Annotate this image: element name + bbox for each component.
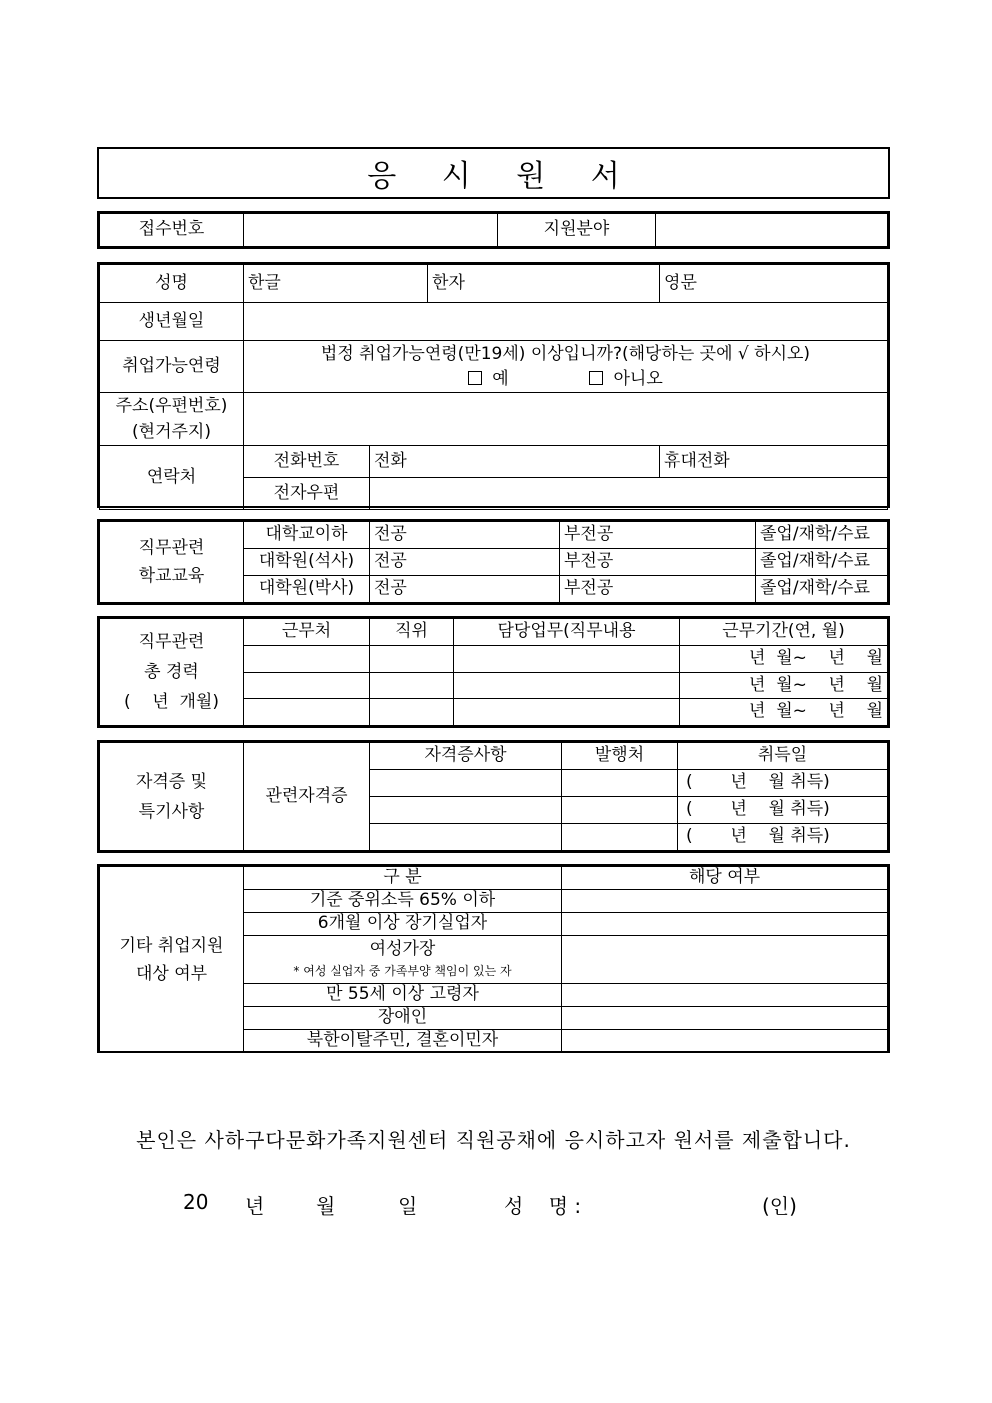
english-label: 영문	[664, 272, 697, 293]
mobile-label: 휴대전화	[664, 450, 730, 471]
age-question-cell	[244, 341, 888, 393]
other-item: 6개월 이상 장기실업자	[244, 913, 562, 936]
address-label-cell	[100, 393, 244, 446]
edu-status[interactable]: 졸업/재학/수료	[756, 522, 888, 549]
sig-name-label: 성 명 :	[504, 1194, 582, 1218]
birth-label: 생년월일	[100, 303, 244, 341]
personal-section	[97, 262, 890, 508]
contact-label: 연락처	[100, 446, 244, 510]
career-label-line2: 총 경력	[144, 662, 199, 682]
career-duty-field[interactable]	[454, 672, 680, 699]
mobile-field[interactable]	[660, 446, 888, 478]
other-label-line1: 기타 취업지원	[119, 935, 224, 956]
edu-minor-label: 부전공	[564, 578, 614, 599]
name-hanja-field[interactable]	[428, 265, 660, 303]
edu-status[interactable]: 졸업/재학/수료	[756, 549, 888, 576]
related-certificate-label: 관련자격증	[244, 743, 370, 851]
education-section	[97, 519, 890, 605]
sig-year-prefix: 20	[183, 1190, 209, 1214]
cert-date-field[interactable]: ( 년 월 취득)	[678, 824, 888, 851]
address-label: 주소(우편번호)	[115, 396, 228, 416]
sig-month-label: 월	[316, 1194, 336, 1218]
sig-year-label: 년	[245, 1194, 265, 1218]
edu-major-field[interactable]	[370, 522, 560, 549]
career-workplace-field[interactable]	[244, 699, 370, 726]
career-header-duty: 담당업무(직무내용	[454, 619, 680, 646]
sig-seal-label: (인)	[762, 1194, 797, 1218]
cert-header-issuer: 발행처	[562, 743, 678, 770]
career-position-field[interactable]	[370, 672, 454, 699]
edu-major-field[interactable]	[370, 576, 560, 603]
name-label: 성명	[100, 265, 244, 303]
certificate-section	[97, 740, 890, 853]
address-sub-label: (현거주지)	[132, 422, 211, 442]
email-label: 전자우편	[244, 478, 370, 510]
other-applicable-field[interactable]	[562, 984, 888, 1007]
phone-label: 전화번호	[244, 446, 370, 478]
edu-minor-label: 부전공	[564, 551, 614, 572]
yes-checkbox[interactable]	[468, 371, 482, 385]
certificate-label-line1: 자격증 및	[135, 771, 208, 792]
education-label-line1: 직무관련	[138, 538, 205, 558]
other-header-applicable: 해당 여부	[562, 867, 888, 890]
hangul-label: 한글	[248, 272, 281, 293]
tel-field[interactable]	[370, 446, 660, 478]
birth-field[interactable]	[244, 303, 888, 341]
other-item: 기준 중위소득 65% 이하	[244, 890, 562, 913]
career-header-workplace: 근무처	[244, 619, 370, 646]
apply-field-label: 지원분야	[498, 214, 656, 247]
edu-major-label: 전공	[374, 551, 407, 572]
career-duty-field[interactable]	[454, 699, 680, 726]
career-period-field[interactable]: 년 월~ 년 월	[680, 672, 888, 699]
career-position-field[interactable]	[370, 645, 454, 672]
other-support-label	[100, 867, 244, 1053]
other-label-line2: 대상 여부	[135, 963, 208, 984]
career-header-period: 근무기간(연, 월)	[680, 619, 888, 646]
career-label	[100, 619, 244, 726]
tel-label: 전화	[374, 450, 407, 471]
sig-day-label: 일	[398, 1194, 418, 1218]
career-position-field[interactable]	[370, 699, 454, 726]
cert-date-field[interactable]: ( 년 월 취득)	[678, 797, 888, 824]
edu-minor-field[interactable]	[560, 549, 756, 576]
other-header-category: 구 분	[244, 867, 562, 890]
receipt-section	[97, 211, 890, 249]
career-duty-field[interactable]	[454, 645, 680, 672]
edu-status[interactable]: 졸업/재학/수료	[756, 576, 888, 603]
other-applicable-field[interactable]	[562, 913, 888, 936]
edu-minor-field[interactable]	[560, 576, 756, 603]
career-label-line3: ( 년 개월)	[124, 692, 219, 712]
declaration-text: 본인은 사하구다문화가족지원센터 직원공채에 응시하고자 원서를 제출합니다.	[136, 1128, 851, 1152]
career-workplace-field[interactable]	[244, 672, 370, 699]
edu-level: 대학원(석사)	[244, 549, 370, 576]
career-section	[97, 616, 890, 728]
other-applicable-field[interactable]	[562, 1007, 888, 1030]
cert-item-field[interactable]	[370, 770, 562, 797]
receipt-no-label: 접수번호	[100, 214, 244, 247]
receipt-no-field[interactable]	[244, 214, 498, 247]
no-checkbox[interactable]	[589, 371, 603, 385]
edu-level: 대학원(박사)	[244, 576, 370, 603]
edu-level: 대학교이하	[244, 522, 370, 549]
name-hangul-field[interactable]	[244, 265, 428, 303]
education-label	[100, 522, 244, 603]
email-field[interactable]	[370, 478, 888, 510]
edu-minor-field[interactable]	[560, 522, 756, 549]
edu-minor-label: 부전공	[564, 524, 614, 545]
other-item-female-head	[244, 936, 562, 984]
other-support-section	[97, 864, 890, 1053]
other-applicable-field[interactable]	[562, 1030, 888, 1053]
cert-issuer-field[interactable]	[562, 824, 678, 851]
hanja-label: 한자	[432, 272, 465, 293]
edu-major-label: 전공	[374, 578, 407, 599]
apply-field-input[interactable]	[656, 214, 888, 247]
edu-major-field[interactable]	[370, 549, 560, 576]
edu-major-label: 전공	[374, 524, 407, 545]
career-workplace-field[interactable]	[244, 645, 370, 672]
age-label: 취업가능연령	[100, 341, 244, 393]
cert-header-date: 취득일	[678, 743, 888, 770]
other-applicable-field[interactable]	[562, 890, 888, 913]
cert-issuer-field[interactable]	[562, 797, 678, 824]
age-question: 법정 취업가능연령(만19세) 이상입니까?(해당하는 곳에 √ 하시오)	[320, 343, 811, 364]
cert-item-field[interactable]	[370, 824, 562, 851]
name-english-field[interactable]	[660, 265, 888, 303]
other-applicable-field[interactable]	[562, 936, 888, 984]
yes-label: 예	[492, 368, 509, 389]
form-title: 응 시 원 서	[97, 147, 890, 199]
career-header-position: 직위	[370, 619, 454, 646]
other-item: 여성가장	[369, 938, 436, 959]
address-field[interactable]	[244, 393, 888, 446]
career-label-line1: 직무관련	[138, 632, 205, 652]
cert-item-field[interactable]	[370, 797, 562, 824]
education-label-line2: 학교교육	[138, 566, 205, 586]
career-period-field[interactable]: 년 월~ 년 월	[680, 699, 888, 726]
other-item: 북한이탈주민, 결혼이민자	[244, 1030, 562, 1053]
other-item: 장애인	[244, 1007, 562, 1030]
female-head-note: * 여성 실업자 중 가족부양 책임이 있는 자	[293, 963, 512, 978]
cert-date-field[interactable]: ( 년 월 취득)	[678, 770, 888, 797]
certificate-label	[100, 743, 244, 851]
certificate-label-line2: 특기사항	[138, 801, 205, 822]
career-period-field[interactable]: 년 월~ 년 월	[680, 645, 888, 672]
no-label: 아니오	[613, 368, 663, 389]
cert-issuer-field[interactable]	[562, 770, 678, 797]
other-item: 만 55세 이상 고령자	[244, 984, 562, 1007]
cert-header-item: 자격증사항	[370, 743, 562, 770]
